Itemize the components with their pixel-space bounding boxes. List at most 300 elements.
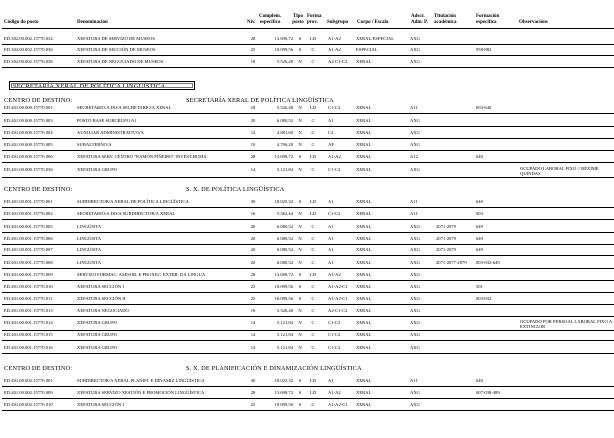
corpo-cell: XERAL <box>356 320 372 325</box>
complem-cell: 13.698,72 <box>274 154 293 159</box>
complem-cell: 10.099,56 <box>274 284 293 289</box>
code-cell: ED.401.00.001.15770.001 <box>4 199 53 204</box>
formacion-cell: 649 <box>476 236 483 241</box>
adscr-cell: AXG <box>410 142 420 147</box>
complem-cell: 10.099,56 <box>274 296 293 301</box>
tipo-cell: N <box>298 308 302 313</box>
corpo-cell: XERAL <box>356 236 372 241</box>
observacions-cell: OCUPADO POR PERSOAL LABORAL FIXO A EXTINGUIR <box>520 319 612 329</box>
table-row <box>0 116 614 125</box>
centro-label: CENTRO DE DESTINO: <box>4 186 73 193</box>
subgrupo-cell: A1 <box>328 118 334 123</box>
code-cell: ED.401.00.001.15770.013 <box>4 308 53 313</box>
adscr-cell: AXG <box>410 247 420 252</box>
adscr-cell: AXG <box>410 236 420 241</box>
denominacion-cell: XEFATURA SECCIÓN I <box>77 402 124 407</box>
corpo-cell: XERAL <box>356 199 372 204</box>
forma-cell: LD <box>309 36 317 41</box>
complem-cell: 18.025,32 <box>274 378 293 383</box>
denominacion-cell: LINGÜISTA <box>77 224 102 229</box>
niv-cell: 18 <box>250 308 256 313</box>
adscr-cell: AXG <box>410 308 420 313</box>
forma-cell: C <box>311 402 315 407</box>
tipo-cell: S <box>298 378 302 383</box>
niv-cell: 20 <box>250 224 256 229</box>
niv-cell: 14 <box>250 167 256 172</box>
denominacion-cell: LINGÜISTA <box>77 247 102 252</box>
subgrupo-cell: A1 <box>328 199 334 204</box>
table-row <box>0 400 614 409</box>
niv-cell: 16 <box>250 211 256 216</box>
header-rule <box>2 28 614 29</box>
forma-cell: C <box>311 345 315 350</box>
corpo-cell: XERAL <box>356 284 372 289</box>
corpo-cell: XERAL <box>356 272 372 277</box>
forma-cell: C <box>311 224 315 229</box>
subgrupo-cell: A1 <box>328 260 334 265</box>
row-rule <box>2 340 614 341</box>
corpo-cell: XERAL <box>356 308 372 313</box>
corpo-cell: XERAL <box>356 142 372 147</box>
denominacion-cell: XEFATURA GRUPO <box>77 345 118 350</box>
code-cell: ED.401.00.000.15770.004 <box>4 130 53 135</box>
forma-cell: LD <box>309 105 317 110</box>
tipo-cell: S <box>298 199 302 204</box>
denominacion-cell: XEFATURA GRUPO <box>77 332 118 337</box>
centro-name: S. X. DE PLANIFICACIÓN E DINAMIZACIÓN LINGÜÍSTICA <box>186 365 362 372</box>
complem-cell: 5.526,48 <box>276 105 293 110</box>
complem-cell: 6.080,52 <box>276 236 293 241</box>
niv-cell: 14 <box>250 345 256 350</box>
subgrupo-cell: A1 <box>328 236 334 241</box>
adscr-cell: AXG <box>410 130 420 135</box>
table-row <box>0 45 614 54</box>
table-row <box>0 343 614 352</box>
table-row <box>0 140 614 149</box>
row-rule <box>2 67 614 68</box>
formacion-cell: 640 <box>476 154 483 159</box>
complem-cell: 6.080,52 <box>276 247 293 252</box>
subgrupo-cell: A1-A2 <box>328 390 341 395</box>
subgrupo-cell: A1 <box>328 224 334 229</box>
subgrupo-cell: A1-A2 <box>328 47 341 52</box>
niv-cell: 18 <box>250 105 256 110</box>
niv-cell: 28 <box>250 36 256 41</box>
header-titulacion: Titulación académica <box>434 14 457 25</box>
forma-cell: C <box>311 260 315 265</box>
header-codigo: Código do posto <box>4 20 39 25</box>
titulacion-cell: 2071-2079 <box>436 247 456 252</box>
adscr-cell: A11 <box>410 211 418 216</box>
forma-cell: C <box>311 142 315 147</box>
forma-cell: C <box>311 320 315 325</box>
table-row <box>0 222 614 231</box>
code-cell: ED.401.00.001.15770.008 <box>4 260 53 265</box>
header-formacion: Formación específica <box>476 14 500 25</box>
niv-cell: 30 <box>250 199 256 204</box>
code-cell: ED.401.00.001.15770.011 <box>4 296 53 301</box>
niv-cell: 25 <box>250 402 256 407</box>
titulacion-cell: 2071-2079 <box>436 224 456 229</box>
forma-cell: LD <box>309 272 317 277</box>
corpo-cell: XERAL <box>356 59 372 64</box>
row-rule <box>2 219 614 220</box>
adscr-cell: AXG <box>410 272 420 277</box>
code-cell: ED.401.00.001.15770.015 <box>4 332 53 337</box>
corpo-cell: XERAL <box>356 345 372 350</box>
tipo-cell: N <box>298 236 302 241</box>
tipo-cell: S <box>298 296 302 301</box>
centro-name: S. X. DE POLÍTICA LINGÜÍSTICA <box>186 186 285 193</box>
code-cell: ED.401.00.001.15770.016 <box>4 345 53 350</box>
code-cell: ED.401.00.002.15770.010 <box>4 402 53 407</box>
code-cell: ED.401.00.001.15770.014 <box>4 320 53 325</box>
table-row <box>0 294 614 303</box>
tipo-cell: N <box>298 224 302 229</box>
forma-cell: C <box>311 332 315 337</box>
complem-cell: 5.526,48 <box>276 59 293 64</box>
row-rule <box>2 386 614 387</box>
formacion-cell: 003-640 <box>476 105 492 110</box>
formacion-cell: 501 <box>476 284 483 289</box>
complem-cell: 6.080,52 <box>276 224 293 229</box>
denominacion-cell: SUBDIRECTOR/A XERAL PLANIFI. E DINAMIZ.LINGÜÍSTICA <box>77 378 205 383</box>
denominacion-cell: SUBDIRECTOR/A XERAL DE POLÍTICA LINGÜÍSTICA <box>77 199 189 204</box>
centro-name: SECRETARÍA XERAL DE POLÍTICA LINGÜÍSTICA <box>186 97 334 104</box>
tipo-cell: N <box>298 167 302 172</box>
niv-cell: 25 <box>250 284 256 289</box>
table-row <box>0 165 614 176</box>
header-subgrupo: Subgrupo <box>327 20 349 25</box>
forma-cell: C <box>311 236 315 241</box>
forma-cell: C <box>311 59 315 64</box>
header-complem: Complem. específico <box>259 14 282 25</box>
adscr-cell: AXG <box>410 167 420 172</box>
subgrupo-cell: A1-A2 <box>328 36 341 41</box>
niv-cell: 10 <box>250 142 256 147</box>
subgrupo-cell: C1-C2 <box>328 332 341 337</box>
tipo-cell: S <box>298 154 302 159</box>
centro-label: CENTRO DE DESTINO: <box>4 365 73 372</box>
adscr-cell: AXG <box>410 320 420 325</box>
titulacion-cell: 2071-2079 <box>436 236 456 241</box>
denominacion-cell: XEFATURA SERVIZO XESTIÓN E PROMOCIÓN LINGÜÍSTICA <box>77 390 205 395</box>
code-cell: ED.302.00.002.15770.038 <box>4 59 53 64</box>
row-rule <box>2 398 614 399</box>
code-cell: ED.401.00.000.15770.005 <box>4 142 53 147</box>
adscr-cell: AXG <box>410 224 420 229</box>
denominacion-cell: XEFATURA SERV. CENTRO "RAMÓN PIÑEIRO" INVEST.HUMA. <box>77 154 208 159</box>
adscr-cell: AXG <box>410 296 420 301</box>
forma-cell: C <box>311 118 315 123</box>
tipo-cell: S <box>298 47 302 52</box>
subgrupo-cell: C1-C2 <box>328 105 341 110</box>
table-row <box>0 103 614 112</box>
complem-cell: 10.099,56 <box>274 47 293 52</box>
denominacion-cell: LINGÜISTA <box>77 260 102 265</box>
row-rule <box>2 316 614 317</box>
corpo-cell: XERAL <box>356 224 372 229</box>
subgrupo-cell: A1 <box>328 378 334 383</box>
complem-cell: 13.698,72 <box>274 36 293 41</box>
corpo-cell: XERAL <box>356 296 372 301</box>
code-cell: ED.401.00.002.15770.009 <box>4 390 53 395</box>
adscr-cell: AXG <box>410 118 420 123</box>
code-cell: ED.401.00.000.15770.006 <box>4 154 53 159</box>
complem-cell: 6.080,52 <box>276 260 293 265</box>
tipo-cell: N <box>298 105 302 110</box>
formacion-cell: 649 <box>476 224 483 229</box>
corpo-cell: XERAL <box>356 154 372 159</box>
header-forma: Forma prov. <box>307 14 322 25</box>
code-cell: ED.401.00.000.15770.036 <box>4 167 53 172</box>
code-cell: ED.401.00.001.15770.002 <box>4 211 53 216</box>
adscr-cell: AXG <box>410 345 420 350</box>
code-cell: ED.401.00.001.15770.005 <box>4 224 53 229</box>
denominacion-cell: XEFATURA SECCIÓN I <box>77 284 124 289</box>
row-rule <box>2 150 614 151</box>
subgrupo-cell: A2-C1-C2 <box>328 308 348 313</box>
code-cell: ED.401.00.001.15770.010 <box>4 284 53 289</box>
table-row <box>0 376 614 385</box>
denominacion-cell: LINGÜISTA <box>77 236 102 241</box>
header-tipo: Tipo posto <box>292 14 304 25</box>
niv-cell: 20 <box>250 236 256 241</box>
denominacion-cell: AUXILIAR ADMINISTRATIVO/A <box>77 130 144 135</box>
formacion-cell: 007-038-489 <box>476 390 500 395</box>
subgrupo-cell: A1-A2-C1 <box>328 284 348 289</box>
adscr-cell: AXG <box>410 36 420 41</box>
tipo-cell: N <box>298 130 302 135</box>
complem-cell: 5.121,84 <box>276 320 293 325</box>
row-rule <box>2 232 614 233</box>
tipo-cell: N <box>298 118 302 123</box>
adscr-cell: A11 <box>410 199 418 204</box>
subgrupo-cell: A1-A2 <box>328 154 341 159</box>
corpo-cell: XERAL <box>356 118 372 123</box>
table-row <box>0 34 614 43</box>
forma-cell: LD <box>309 390 317 395</box>
table-row <box>0 258 614 267</box>
corpo-cell: XERAL <box>356 105 372 110</box>
adscr-cell: AXG <box>410 260 420 265</box>
row-rule <box>2 353 614 354</box>
titulacion-cell: 2071-2077-2079 <box>436 260 467 265</box>
table-row <box>0 270 614 279</box>
tipo-cell: N <box>298 142 302 147</box>
subgrupo-cell: A2-C1-C2 <box>328 59 348 64</box>
adscr-cell: AXG <box>410 332 420 337</box>
forma-cell: LD <box>309 378 317 383</box>
row-rule <box>2 162 614 163</box>
corpo-cell: XERAL <box>356 247 372 252</box>
formacion-cell: 958-882 <box>476 47 492 52</box>
niv-cell: 28 <box>250 272 256 277</box>
centro-label: CENTRO DE DESTINO: <box>4 97 73 104</box>
forma-cell: C <box>311 167 315 172</box>
denominacion-cell: SERVIZO FORMAC. ASESOR. E PROXEC. EXTER. DA LINGUA <box>77 272 206 277</box>
complem-cell: 5.121,84 <box>276 345 293 350</box>
niv-cell: 20 <box>250 260 256 265</box>
complem-cell: 13.698,72 <box>274 390 293 395</box>
formacion-cell: 649 <box>476 247 483 252</box>
header-corpo: Corpo / Escala <box>357 20 389 25</box>
code-cell: ED.302.00.002.15770.036 <box>4 47 53 52</box>
tipo-cell: S <box>298 390 302 395</box>
adscr-cell: AXG <box>410 402 420 407</box>
niv-cell: 14 <box>250 332 256 337</box>
tipo-cell: N <box>298 260 302 265</box>
adscr-cell: AXG <box>410 59 420 64</box>
denominacion-cell: SUBALTERNO/A <box>77 142 112 147</box>
row-rule <box>2 280 614 281</box>
header-adscr: Adscr. Adm. P. <box>411 14 428 25</box>
niv-cell: 25 <box>250 47 256 52</box>
adscr-cell: A12 <box>410 154 418 159</box>
complem-cell: 5.362,44 <box>276 211 293 216</box>
table-row <box>0 57 614 66</box>
row-rule <box>2 207 614 208</box>
header-denominacion: Denominación <box>77 20 108 25</box>
formacion-cell: 640 <box>476 378 483 383</box>
section-title: SECRETARÍA XERAL DE POLÍTICA LINGÜÍSTICA <box>9 81 195 90</box>
complem-cell: 4.706,20 <box>276 142 293 147</box>
denominacion-cell: XEFATURA GRUPO <box>77 167 118 172</box>
forma-cell: LD <box>309 199 317 204</box>
niv-cell: 28 <box>250 154 256 159</box>
row-rule <box>2 255 614 256</box>
forma-cell: LD <box>309 154 317 159</box>
niv-cell: 18 <box>250 59 256 64</box>
forma-cell: C <box>311 130 315 135</box>
tipo-cell: N <box>298 320 302 325</box>
denominacion-cell: XEFATURA NEGOCIADO <box>77 308 129 313</box>
observacions-cell: OCUPADO LABORAL FIXO // RÉXIME QUINDAS <box>520 166 599 176</box>
row-rule <box>2 304 614 305</box>
niv-cell: 30 <box>250 378 256 383</box>
forma-cell: C <box>311 47 315 52</box>
niv-cell: 25 <box>250 296 256 301</box>
subgrupo-cell: A1-A2-C1 <box>328 402 348 407</box>
formacion-cell: 003-032-649 <box>476 260 500 265</box>
complem-cell: 5.121,84 <box>276 167 293 172</box>
code-cell: ED.401.00.001.15770.009 <box>4 272 53 277</box>
subgrupo-cell: A1 <box>328 247 334 252</box>
code-cell: ED.401.00.001.15770.006 <box>4 236 53 241</box>
corpo-cell: XERAL <box>356 332 372 337</box>
forma-cell: C <box>311 284 315 289</box>
table-row <box>0 318 614 329</box>
complem-cell: 6.080,52 <box>276 118 293 123</box>
subgrupo-cell: C1-C2 <box>328 167 341 172</box>
formacion-cell: 640 <box>476 199 483 204</box>
row-rule <box>2 55 614 56</box>
code-cell: ED.401.00.001.15770.007 <box>4 247 53 252</box>
forma-cell: C <box>311 308 315 313</box>
code-cell: ED.302.00.002.15770.034 <box>4 36 53 41</box>
corpo-cell: XERAL <box>356 378 372 383</box>
adscr-cell: AXG <box>410 284 420 289</box>
denominacion-cell: XEFATURA SECCIÓN II <box>77 296 126 301</box>
table-row <box>0 245 614 254</box>
tipo-cell: N <box>298 345 302 350</box>
complem-cell: 10.099,56 <box>274 402 293 407</box>
row-rule <box>2 113 614 114</box>
complem-cell: 4.881,60 <box>276 130 293 135</box>
subgrupo-cell: C1-C2 <box>328 320 341 325</box>
denominacion-cell: XEFATURA DE SECCIÓN DE MUSEOS <box>77 47 156 52</box>
row-rule <box>2 410 614 411</box>
table-row <box>0 234 614 243</box>
complem-cell: 13.698,72 <box>274 272 293 277</box>
corpo-cell: XERAL <box>356 390 372 395</box>
row-rule <box>2 138 614 139</box>
adscr-cell: AXG <box>410 390 420 395</box>
table-row <box>0 152 614 161</box>
denominacion-cell: SECRETARIO/A DO/A SUBDIRECTOR/A XERAL <box>77 211 176 216</box>
niv-cell: 20 <box>250 118 256 123</box>
tipo-cell: N <box>298 332 302 337</box>
corpo-cell: XERAL <box>356 211 372 216</box>
forma-cell: C <box>311 247 315 252</box>
subgrupo-cell: C1-C2 <box>328 211 341 216</box>
header-niv: Nív. <box>247 20 256 25</box>
tipo-cell: N <box>298 247 302 252</box>
row-rule <box>2 268 614 269</box>
niv-cell: 20 <box>250 247 256 252</box>
subgrupo-cell: C2 <box>328 130 334 135</box>
subgrupo-cell: C1-C2 <box>328 345 341 350</box>
complem-cell: 18.025,32 <box>274 199 293 204</box>
table-row <box>0 282 614 291</box>
subgrupo-cell: A1-A2 <box>328 272 341 277</box>
corpo-cell: XERAL <box>356 260 372 265</box>
code-cell: ED.401.00.000.15770.003 <box>4 118 53 123</box>
adscr-cell: A11 <box>410 105 418 110</box>
row-rule <box>2 177 614 178</box>
code-cell: ED.401.00.000.15770.001 <box>4 105 53 110</box>
table-row <box>0 209 614 218</box>
complem-cell: 5.526,48 <box>276 308 293 313</box>
table-row <box>0 306 614 315</box>
subgrupo-cell: AP <box>328 142 334 147</box>
corpo-cell: XERAL <box>356 167 372 172</box>
tipo-cell: S <box>298 402 302 407</box>
corpo-cell: ESPECIAL <box>356 47 378 52</box>
forma-cell: C <box>311 296 315 301</box>
tipo-cell: N <box>298 211 302 216</box>
row-rule <box>2 126 614 127</box>
corpo-cell: XERAL <box>356 130 372 135</box>
denominacion-cell: XEFATURA DE NEGOCIADO DE MUSEOS <box>77 59 164 64</box>
header-observacions: Observacións <box>519 20 548 25</box>
niv-cell: 12 <box>250 130 256 135</box>
niv-cell: 28 <box>250 390 256 395</box>
formacion-cell: 003 <box>476 211 483 216</box>
table-row <box>0 330 614 339</box>
tipo-cell: N <box>298 59 302 64</box>
niv-cell: 14 <box>250 320 256 325</box>
table-row <box>0 128 614 137</box>
table-row <box>0 388 614 397</box>
table-row <box>0 197 614 206</box>
denominacion-cell: SECRETARIO/A DO/A SECRETARIO/A XERAL <box>77 105 172 110</box>
corpo-cell: XERAL <box>356 402 372 407</box>
code-cell: ED.401.00.002.15770.001 <box>4 378 53 383</box>
denominacion-cell: XEFATURA DE SERVIZO DE MUSEOS <box>77 36 155 41</box>
adscr-cell: A11 <box>410 378 418 383</box>
adscr-cell: AXG <box>410 47 420 52</box>
